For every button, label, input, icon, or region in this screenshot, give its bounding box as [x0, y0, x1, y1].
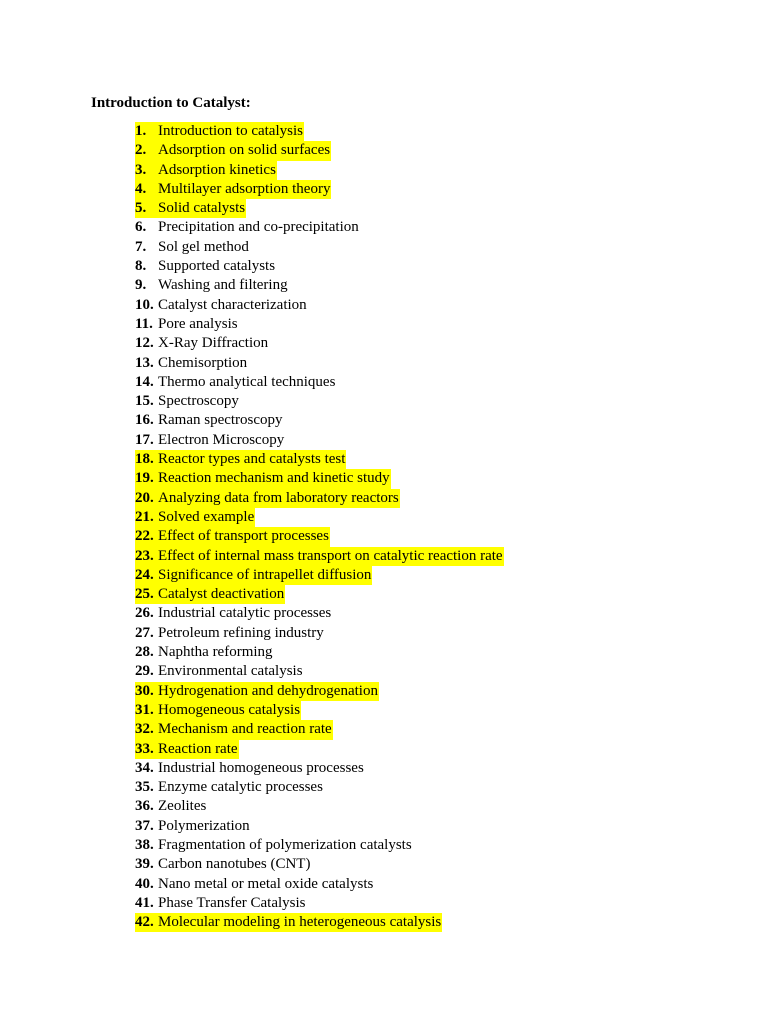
topic-text	[135, 836, 413, 855]
topic-label: Analyzing data from laboratory reactors	[158, 489, 399, 506]
topic-label: Electron Microscopy	[158, 431, 285, 448]
topic-number: 12.	[135, 335, 154, 352]
topic-number: 15.	[135, 393, 154, 410]
topic-number: 31.	[135, 701, 154, 718]
topic-item	[135, 701, 504, 720]
topic-text	[135, 778, 324, 797]
topic-label: Thermo analytical techniques	[158, 373, 336, 390]
highlight-mark	[135, 527, 330, 546]
topic-number: 22.	[135, 528, 154, 545]
topic-item	[135, 778, 504, 797]
topic-label: Hydrogenation and dehydrogenation	[158, 682, 378, 699]
topic-label: Industrial catalytic processes	[158, 605, 332, 622]
topic-number: 19.	[135, 470, 154, 487]
topic-text	[135, 894, 307, 913]
topic-text	[135, 296, 308, 315]
topic-text	[135, 411, 284, 430]
highlight-mark	[135, 913, 442, 932]
highlight-mark	[135, 489, 400, 508]
topic-number: 13.	[135, 354, 154, 371]
highlight-mark	[135, 161, 277, 180]
topic-label: Catalyst deactivation	[158, 586, 285, 603]
highlight-mark	[135, 469, 391, 488]
topic-label: Environmental catalysis	[158, 663, 303, 680]
topic-item	[135, 431, 504, 450]
topic-label: Carbon nanotubes (CNT)	[158, 856, 311, 873]
topic-label: Zeolites	[158, 798, 207, 815]
highlight-mark	[135, 122, 304, 141]
topic-label: X-Ray Diffraction	[158, 335, 269, 352]
topic-number: 21.	[135, 508, 154, 525]
topic-label: Enzyme catalytic processes	[158, 779, 323, 796]
highlight-mark	[135, 141, 331, 160]
topic-item	[135, 855, 504, 874]
topic-item	[135, 817, 504, 836]
topic-label: Catalyst characterization	[158, 296, 307, 313]
topic-number: 36.	[135, 798, 154, 815]
topic-label: Reaction mechanism and kinetic study	[158, 470, 390, 487]
topic-number: 16.	[135, 412, 154, 429]
topic-label: Reaction rate	[158, 740, 238, 757]
topic-label: Precipitation and co-precipitation	[158, 219, 359, 236]
highlight-mark	[135, 566, 372, 585]
topic-item	[135, 624, 504, 643]
topic-text	[135, 817, 251, 836]
topic-label: Raman spectroscopy	[158, 412, 283, 429]
topic-label: Significance of intrapellet diffusion	[158, 566, 372, 583]
topic-number: 29.	[135, 663, 154, 680]
topic-label: Multilayer adsorption theory	[158, 180, 331, 197]
topic-text	[135, 624, 325, 643]
topic-list	[135, 122, 504, 932]
topic-item	[135, 161, 504, 180]
topic-label: Naphtha reforming	[158, 644, 273, 661]
topic-number: 10.	[135, 296, 154, 313]
topic-label: Chemisorption	[158, 354, 248, 371]
topic-item	[135, 315, 504, 334]
topic-item	[135, 604, 504, 623]
topic-item	[135, 489, 504, 508]
topic-item	[135, 334, 504, 353]
topic-label: Supported catalysts	[158, 258, 276, 275]
topic-number: 40.	[135, 875, 154, 892]
topic-text	[135, 218, 360, 237]
topic-label: Industrial homogeneous processes	[158, 759, 364, 776]
topic-label: Adsorption kinetics	[158, 161, 276, 178]
topic-number: 34.	[135, 759, 154, 776]
topic-number: 38.	[135, 836, 154, 853]
topic-item	[135, 180, 504, 199]
topic-number: 28.	[135, 644, 154, 661]
topic-number: 9.	[135, 277, 147, 294]
topic-item	[135, 527, 504, 546]
topic-item	[135, 836, 504, 855]
topic-number: 42.	[135, 914, 154, 931]
topic-item	[135, 411, 504, 430]
topic-label: Sol gel method	[158, 238, 249, 255]
topic-text	[135, 759, 365, 778]
topic-number: 37.	[135, 817, 154, 834]
topic-item	[135, 122, 504, 141]
topic-number: 35.	[135, 779, 154, 796]
topic-item	[135, 199, 504, 218]
topic-text	[135, 276, 289, 295]
topic-item	[135, 566, 504, 585]
topic-number: 18.	[135, 451, 154, 468]
topic-number: 39.	[135, 856, 154, 873]
highlight-mark	[135, 508, 255, 527]
highlight-mark	[135, 585, 285, 604]
topic-text	[135, 604, 332, 623]
topic-number: 25.	[135, 586, 154, 603]
topic-label: Effect of internal mass transport on catalytic reaction rate	[158, 547, 503, 564]
topic-item	[135, 218, 504, 237]
highlight-mark	[135, 720, 333, 739]
topic-number: 24.	[135, 566, 154, 583]
topic-item	[135, 643, 504, 662]
topic-item	[135, 720, 504, 739]
topic-text	[135, 373, 336, 392]
topic-number: 7.	[135, 238, 147, 255]
highlight-mark	[135, 682, 379, 701]
topic-text	[135, 855, 311, 874]
topic-text	[135, 354, 248, 373]
topic-item	[135, 547, 504, 566]
topic-number: 6.	[135, 219, 147, 236]
topic-label: Homogeneous catalysis	[158, 701, 301, 718]
topic-number: 11.	[135, 315, 153, 332]
topic-item	[135, 296, 504, 315]
highlight-mark	[135, 701, 301, 720]
topic-item	[135, 392, 504, 411]
highlight-mark	[135, 180, 331, 199]
highlight-mark	[135, 199, 246, 218]
topic-number: 32.	[135, 721, 154, 738]
topic-number: 5.	[135, 200, 147, 217]
topic-item	[135, 141, 504, 160]
topic-item	[135, 740, 504, 759]
topic-label: Petroleum refining industry	[158, 624, 324, 641]
topic-text	[135, 875, 374, 894]
topic-label: Solved example	[158, 508, 255, 525]
topic-number: 30.	[135, 682, 154, 699]
topic-item	[135, 373, 504, 392]
highlight-mark	[135, 450, 346, 469]
topic-item	[135, 797, 504, 816]
topic-item	[135, 238, 504, 257]
topic-label: Nano metal or metal oxide catalysts	[158, 875, 374, 892]
topic-number: 33.	[135, 740, 154, 757]
topic-number: 4.	[135, 180, 147, 197]
topic-item	[135, 276, 504, 295]
topic-item	[135, 662, 504, 681]
topic-number: 3.	[135, 161, 147, 178]
topic-label: Mechanism and reaction rate	[158, 721, 332, 738]
topic-text	[135, 797, 207, 816]
document-title: Introduction to Catalyst:	[91, 95, 251, 111]
topic-text	[135, 643, 274, 662]
topic-number: 1.	[135, 123, 147, 139]
topic-number: 20.	[135, 489, 154, 506]
topic-text	[135, 257, 276, 276]
topic-item	[135, 354, 504, 373]
highlight-mark	[135, 547, 504, 566]
topic-label: Adsorption on solid surfaces	[158, 142, 331, 159]
topic-item	[135, 585, 504, 604]
topic-item	[135, 759, 504, 778]
topic-label: Molecular modeling in heterogeneous catalysis	[158, 914, 442, 931]
topic-item	[135, 469, 504, 488]
topic-number: 8.	[135, 258, 147, 275]
topic-label: Phase Transfer Catalysis	[158, 894, 306, 911]
topic-label: Reactor types and catalysts test	[158, 451, 346, 468]
topic-item	[135, 450, 504, 469]
topic-label: Effect of transport processes	[158, 528, 329, 545]
topic-number: 2.	[135, 142, 147, 159]
topic-text	[135, 238, 250, 257]
topic-number: 17.	[135, 431, 154, 448]
topic-number: 14.	[135, 373, 154, 390]
topic-label: Polymerization	[158, 817, 250, 834]
topic-text	[135, 392, 240, 411]
topic-item	[135, 682, 504, 701]
topic-label: Pore analysis	[158, 315, 238, 332]
topic-item	[135, 508, 504, 527]
topic-item	[135, 894, 504, 913]
topic-text	[135, 431, 285, 450]
topic-label: Introduction to catalysis	[158, 123, 303, 139]
topic-text	[135, 662, 304, 681]
topic-number: 41.	[135, 894, 154, 911]
topic-number: 23.	[135, 547, 154, 564]
topic-item	[135, 913, 504, 932]
topic-number: 27.	[135, 624, 154, 641]
topic-text	[135, 315, 239, 334]
topic-item	[135, 875, 504, 894]
topic-number: 26.	[135, 605, 154, 622]
topic-label: Spectroscopy	[158, 393, 239, 410]
topic-label: Washing and filtering	[158, 277, 288, 294]
topic-label: Solid catalysts	[158, 200, 246, 217]
topic-item	[135, 257, 504, 276]
highlight-mark	[135, 740, 239, 759]
topic-text	[135, 334, 269, 353]
topic-label: Fragmentation of polymerization catalysts	[158, 836, 412, 853]
